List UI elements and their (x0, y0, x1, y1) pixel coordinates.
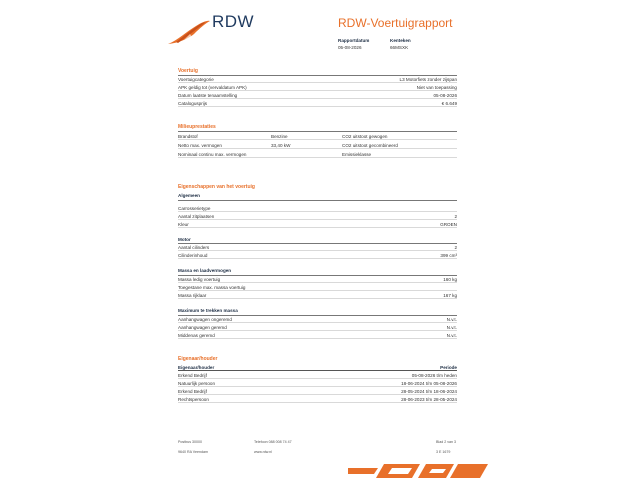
footer-code: 3 E 1679 (436, 450, 451, 454)
subsection-massa-title: Massa en laadvermogen (178, 268, 232, 273)
table-row: Middenas geremd N.v.t. (178, 332, 457, 338)
footer-phone: Telefoon 088 008 74 47 (254, 440, 292, 444)
plate-value: 66MSXK (390, 45, 409, 50)
section-eigenaar-title: Eigenaar/houder (178, 356, 218, 362)
footer-address-line1: Postbus 30000 (178, 440, 202, 444)
table-row: Rechtspersoon 28-06-2023 t/m 28-05-2024 (178, 396, 457, 402)
document-title: RDW-Voertuigrapport (338, 16, 453, 30)
plate-block (390, 38, 411, 50)
footer-web-link[interactable]: www.rdw.nl (254, 450, 272, 454)
subsection-motor-title: Motor (178, 237, 191, 242)
subsection-algemeen-rule (178, 200, 457, 201)
footer-address-line2: 9640 RA Veendam (178, 450, 208, 454)
report-date-label: Rapportdatum (338, 38, 370, 43)
table-row: Datum laatste tenaamstelling 05-08-2026 (178, 92, 457, 98)
table-row: Kleur GROEN (178, 221, 457, 227)
table-row: Aantal zitplaatsen 2 (178, 213, 457, 219)
table-row: Cilinderinhoud 399 cm³ (178, 252, 457, 258)
section-voertuig-title: Voertuig (178, 68, 198, 74)
footer-stripes-graphic-icon (348, 462, 488, 478)
section-eigenschappen-title: Eigenschappen van het voertuig (178, 184, 255, 190)
table-row: Nominaal continu max. vermogen Emissieklasse (178, 150, 457, 158)
table-row: Erkend Bedrijf 05-08-2026 t/m heden (178, 372, 457, 378)
table-row: Brandstof Benzine CO2 uitstoot gewogen (178, 132, 457, 140)
table-row: Aanhangwagen ongeremd N.v.t. (178, 316, 457, 322)
table-row: Natuurlijk persoon 18-06-2024 t/m 05-08-2026 (178, 380, 457, 386)
table-row: Toegestane max. massa voertuig (178, 283, 457, 291)
table-row: Aantal cilinders 2 (178, 244, 457, 250)
rdw-logo-text: RDW (212, 12, 255, 31)
table-row: Carrosserietype (178, 204, 457, 212)
table-header-row: Eigenaar/houder Periode (178, 364, 457, 370)
report-date-block (338, 38, 369, 50)
subsection-algemeen-title: Algemeen (178, 193, 200, 198)
table-row: Massa rijklaar 167 kg (178, 292, 457, 298)
plate-label: Kenteken (390, 38, 411, 43)
table-row: Massa ledig voertuig 160 kg (178, 276, 457, 282)
table-row: Catalogusprijs € 6.649 (178, 100, 457, 106)
section-milieu-title: Milieuprestaties (178, 124, 216, 130)
subsection-trekken-title: Maximum te trekken massa (178, 308, 238, 313)
report-date-value: 05-08-2026 (338, 45, 362, 50)
table-row: APK geldig tot (vervaldatum APK) Niet van toepassing (178, 84, 457, 90)
table-row: Erkend Bedrijf 28-05-2024 t/m 18-06-2024 (178, 388, 457, 394)
table-row: Voertuigcategorie L3 Motorfiets zonder zijspan (178, 76, 457, 82)
table-row: Netto max. vermogen 33,40 kW CO2 uitstoot gecombineerd (178, 141, 457, 149)
footer-page-number: Blad 2 van 3 (436, 440, 456, 444)
table-row: Aanhangwagen geremd N.v.t. (178, 324, 457, 330)
